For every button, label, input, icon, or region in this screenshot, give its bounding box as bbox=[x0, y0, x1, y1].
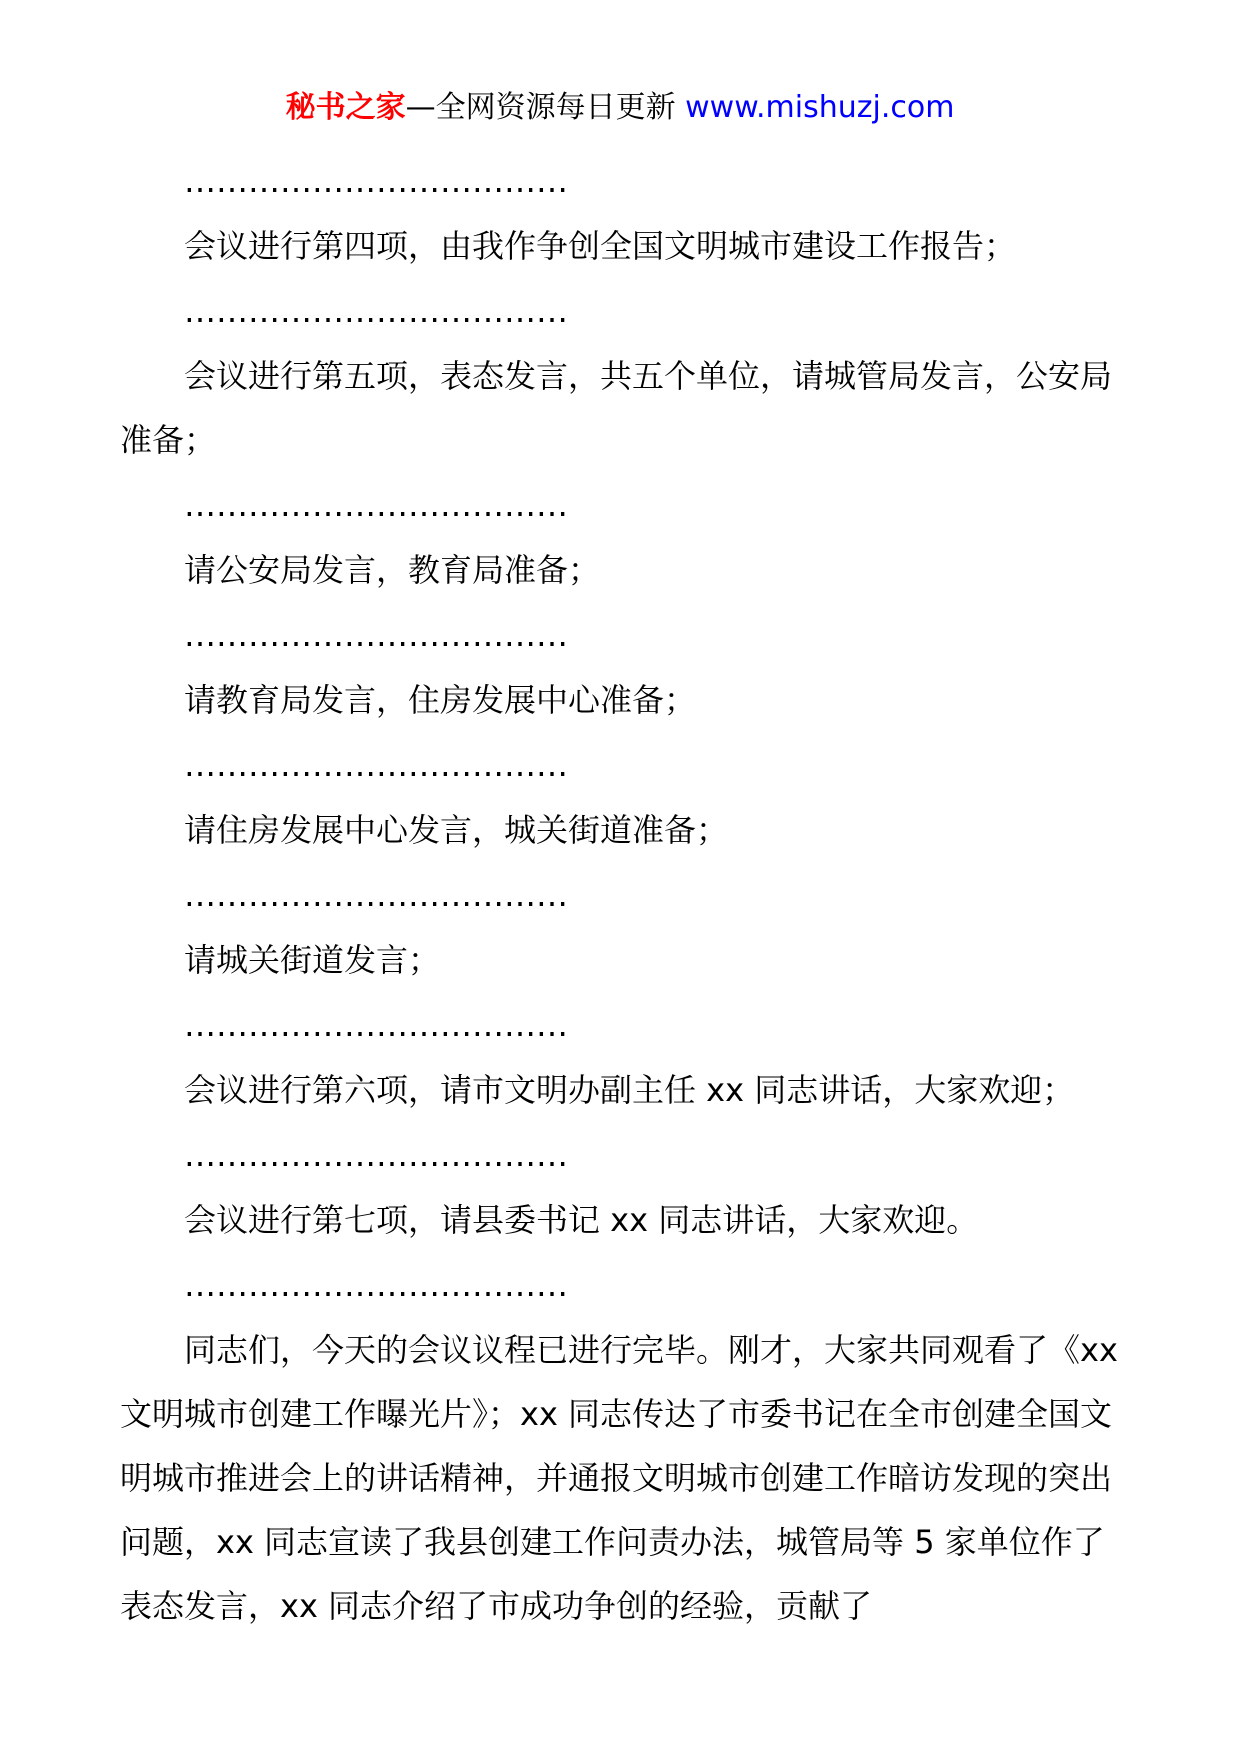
site-link[interactable]: www.mishuzj.com bbox=[685, 90, 955, 125]
ellipsis-line: ……………………………… bbox=[184, 876, 568, 914]
speaker-housing: 请住房发展中心发言，城关街道准备； bbox=[184, 811, 729, 849]
closing-paragraph: 同志们，今天的会议议程已进行完毕。刚才，大家共同观看了《xx 文明城市创建工作曝光片》；xx 同志传达了市委书记在全市创建全国文明城市推进会上的讲话精神，并通报文明城市创建工作暗访发现的突出问题，xx 同志宣读了我县创建工作问责办法，城管局等 5 家单位作了表态发言，xx 同志介绍了市成功争创的经验，贡献了 bbox=[120, 1331, 1118, 1625]
agenda-item-7: 会议进行第七项，请县委书记 xx 同志讲话，大家欢迎。 bbox=[184, 1201, 979, 1239]
speaker-street: 请城关街道发言； bbox=[184, 941, 441, 979]
ellipsis-line: ……………………………… bbox=[184, 1266, 568, 1304]
speaker-public-security: 请公安局发言，教育局准备； bbox=[184, 551, 601, 589]
brand-name: 秘书之家 bbox=[285, 90, 406, 125]
ellipsis-line: ……………………………… bbox=[184, 746, 568, 784]
agenda-item-6: 会议进行第六项，请市文明办副主任 xx 同志讲话，大家欢迎； bbox=[184, 1071, 1075, 1109]
agenda-item-4: 会议进行第四项，由我作争创全国文明城市建设工作报告； bbox=[184, 227, 1017, 265]
ellipsis-line: ……………………………… bbox=[184, 292, 568, 330]
page-header bbox=[0, 86, 1240, 130]
ellipsis-line: ……………………………… bbox=[184, 616, 568, 654]
agenda-item-5: 会议进行第五项，表态发言，共五个单位，请城管局发言，公安局准备； bbox=[120, 357, 1113, 459]
header-tagline: —全网资源每日更新 bbox=[405, 90, 676, 125]
speaker-education: 请教育局发言，住房发展中心准备； bbox=[184, 681, 697, 719]
ellipsis-line: ……………………………… bbox=[184, 162, 568, 200]
ellipsis-line: ……………………………… bbox=[184, 1136, 568, 1174]
ellipsis-line: ……………………………… bbox=[184, 1006, 568, 1044]
ellipsis-line: ……………………………… bbox=[184, 486, 568, 524]
document-body bbox=[120, 148, 1130, 1638]
